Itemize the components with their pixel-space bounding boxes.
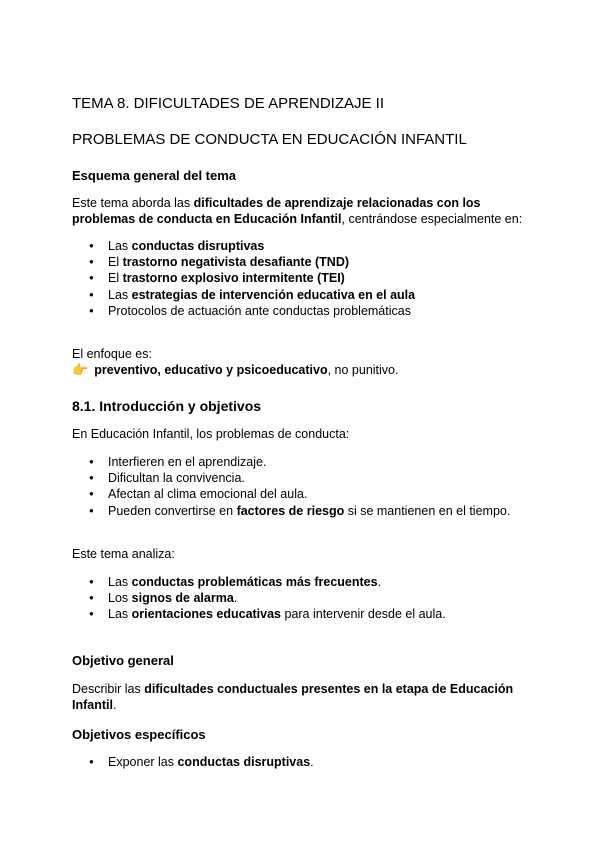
objetivo-general-text: Describir las dificultades conductuales presentes en la etapa de Educación Infantil.	[72, 682, 514, 712]
list-item: ● Pueden convertirse en factores de riesgo si se mantienen en el tiempo.	[72, 503, 542, 519]
objetivos-especificos-list	[72, 754, 542, 770]
list-item: ● Afectan al clima emocional del aula.	[72, 486, 542, 502]
list-item: ● Las conductas problemáticas más frecuentes.	[72, 574, 542, 590]
pointing-hand-icon: 👉	[72, 362, 89, 377]
intro-lead: En Educación Infantil, los problemas de conducta:	[72, 427, 350, 441]
list-item: ● Las orientaciones educativas para intervenir desde el aula.	[72, 606, 542, 622]
list-item: ● Exponer las conductas disruptivas.	[72, 754, 542, 770]
enfoque-line: 👉 preventivo, educativo y psicoeducativo, no punitivo.	[72, 362, 399, 377]
intro-list	[72, 454, 542, 519]
esquema-list	[72, 238, 542, 319]
esquema-intro: Este tema aborda las dificultades de aprendizaje relacionadas con los problemas de conducta en Educación Infantil, centrándose especialmente en:	[72, 196, 523, 226]
list-item: ● El trastorno explosivo intermitente (TEI)	[72, 270, 542, 286]
list-item: ● Protocolos de actuación ante conductas problemáticas	[72, 303, 542, 319]
list-item: ● Las estrategias de intervención educativa en el aula	[72, 287, 542, 303]
enfoque-label: El enfoque es:	[72, 347, 152, 361]
objetivo-general-heading: Objetivo general	[72, 653, 174, 668]
list-item: ● Los signos de alarma.	[72, 590, 542, 606]
analiza-lead: Este tema analiza:	[72, 547, 175, 561]
analiza-list	[72, 574, 542, 623]
list-item: ● Las conductas disruptivas	[72, 238, 542, 254]
intro-heading: 8.1. Introducción y objetivos	[72, 398, 262, 414]
document-subtitle: PROBLEMAS DE CONDUCTA EN EDUCACIÓN INFANTIL	[72, 131, 467, 148]
list-item: ● Interfieren en el aprendizaje.	[72, 454, 542, 470]
document-title: TEMA 8. DIFICULTADES DE APRENDIZAJE II	[72, 95, 385, 112]
list-item: ● El trastorno negativista desafiante (TND)	[72, 254, 542, 270]
objetivos-especificos-heading: Objetivos específicos	[72, 727, 206, 742]
list-item: ● Dificultan la convivencia.	[72, 470, 542, 486]
esquema-heading: Esquema general del tema	[72, 168, 237, 183]
